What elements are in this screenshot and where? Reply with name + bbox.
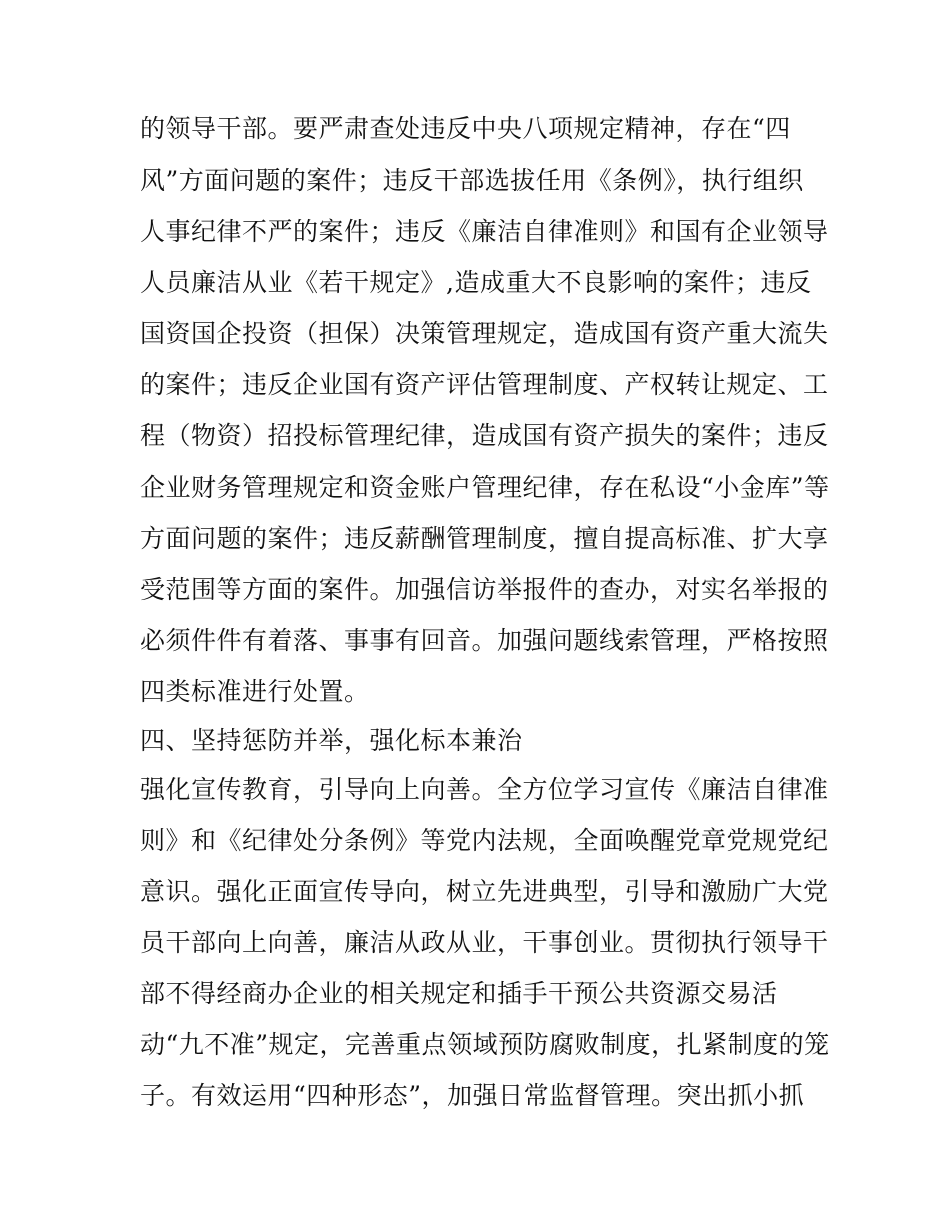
body-line: 的案件；违反企业国有资产评估管理制度、产权转让规定、工 <box>140 370 829 399</box>
body-line: 人事纪律不严的案件；违反《廉洁自律准则》和国有企业领导 <box>140 217 829 246</box>
body-line: 强化宣传教育，引导向上向善。全方位学习宣传《廉洁自律准 <box>140 775 829 804</box>
body-line: 员干部向上向善，廉洁从政从业，干事创业。贯彻执行领导干 <box>140 928 829 957</box>
body-line: 人员廉洁从业《若干规定》,造成重大不良影响的案件；违反 <box>140 268 812 297</box>
body-line: 国资国企投资（担保）决策管理规定，造成国有资产重大流失 <box>140 319 829 348</box>
body-line: 必须件件有着落、事事有回音。加强问题线索管理，严格按照 <box>140 626 829 655</box>
body-line: 的领导干部。要严肃查处违反中央八项规定精神，存在“四 <box>140 114 791 143</box>
body-line: 企业财务管理规定和资金账户管理纪律，存在私设“小金库”等 <box>140 473 830 502</box>
body-line: 方面问题的案件；违反薪酬管理制度，擅自提高标准、扩大享 <box>140 524 829 553</box>
section-heading: 四、坚持惩防并举，强化标本兼治 <box>140 726 523 755</box>
body-line: 风”方面问题的案件；违反干部选拔任用《条例》，执行组织 <box>140 166 804 195</box>
body-line: 意识。强化正面宣传导向，树立先进典型，引导和激励广大党 <box>140 877 829 906</box>
body-line: 部不得经商办企业的相关规定和插手干预公共资源交易活 <box>140 979 778 1008</box>
body-line: 程（物资）招投标管理纪律，造成国有资产损失的案件；违反 <box>140 421 829 450</box>
body-line: 动“九不准”规定，完善重点领域预防腐败制度，扎紧制度的笼 <box>140 1030 830 1059</box>
body-line: 子。有效运用“四种形态”，加强日常监督管理。突出抓小抓 <box>140 1081 805 1110</box>
body-line: 则》和《纪律处分条例》等党内法规，全面唤醒党章党规党纪 <box>140 826 829 855</box>
body-line: 四类标准进行处置。 <box>140 677 370 706</box>
body-line: 受范围等方面的案件。加强信访举报件的查办，对实名举报的 <box>140 575 829 604</box>
